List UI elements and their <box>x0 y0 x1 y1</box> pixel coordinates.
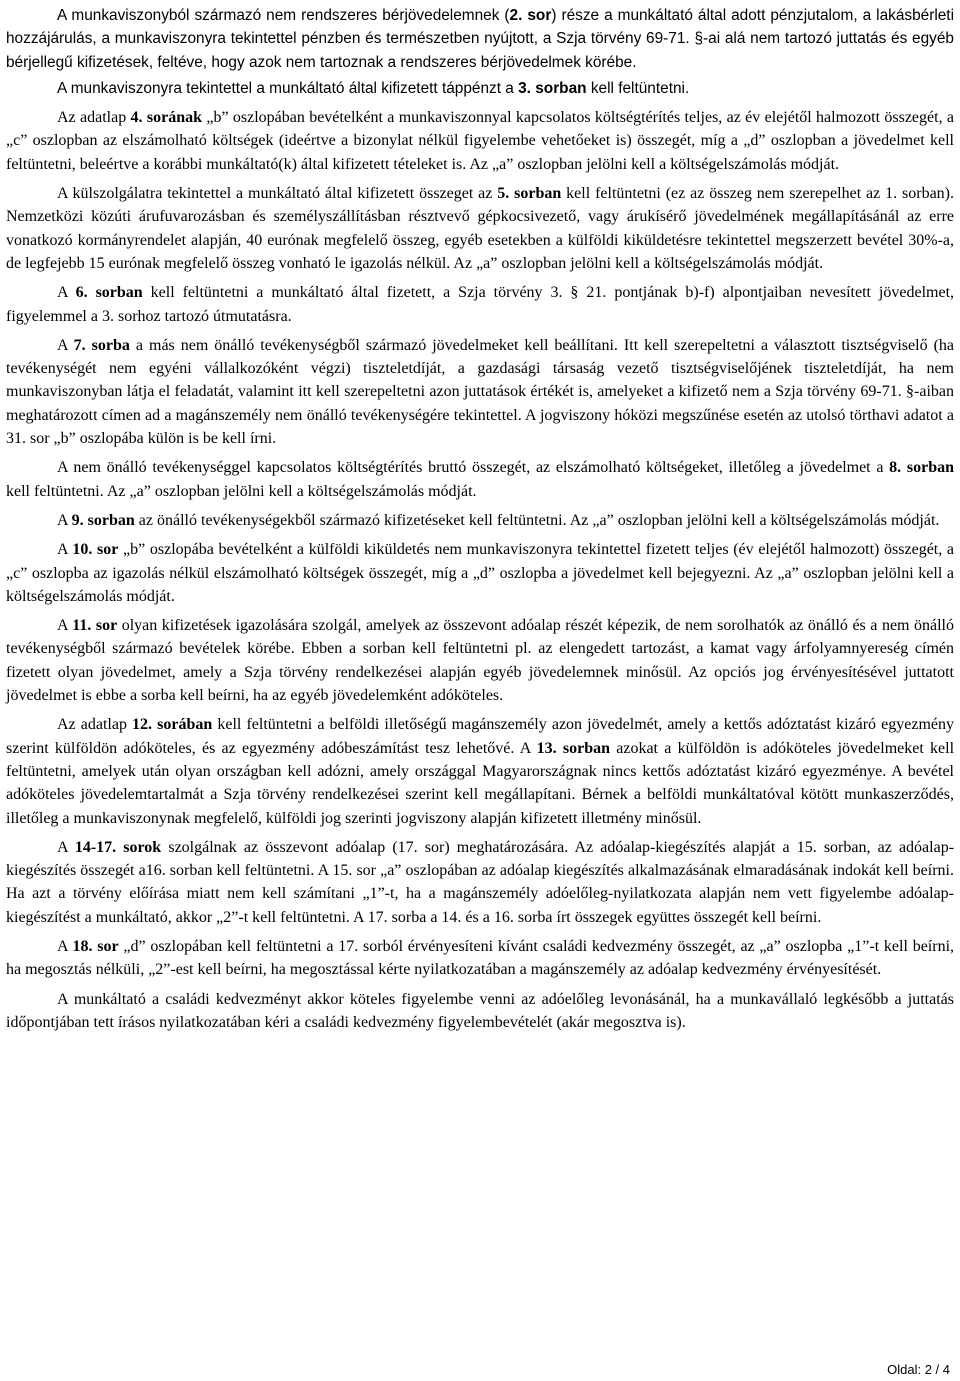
paragraph-text: A <box>57 284 76 302</box>
paragraph-row-2 <box>6 4 954 74</box>
paragraph-row-12-13 <box>6 713 954 829</box>
paragraph-row-4 <box>6 106 954 176</box>
paragraph-row-14-17 <box>6 836 954 929</box>
paragraph-text: A <box>57 336 74 354</box>
row-reference: 8. sorban <box>889 459 955 477</box>
paragraph-text: A nem önálló tevékenységgel kapcsolatos költségtérítés bruttó összegét, az elszámolható költségeket, illetőleg a jövedelmet a <box>57 459 890 477</box>
paragraph-text: kell feltüntetni. <box>586 79 690 97</box>
paragraph-row-18 <box>6 935 954 982</box>
paragraph-text: „b” oszlopában bevételként a munkaviszonnyal kapcsolatos költségtérítés teljes, az év elejétől halmozott összegét, a „c” oszlopban az elszámolható költségek (ideértve a bizonylat nélkül figyelembe vehetőeket is) összegét, míg a „d” oszlopban a jövedelmet kell feltüntetni, beleértve a korábbi munkáltató(k) által kifizetett tételeket is. Az „a” oszlopban jelölni kell a költségelszámolás módját. <box>6 109 955 173</box>
row-reference: 10. sor <box>72 541 119 559</box>
paragraph-row-6 <box>6 281 954 328</box>
paragraph-text: azokat a külföldön is adóköteles jövedelmeket kell feltüntetni, amelyek után olyan országban kell adózni, amely országgal Magyarországnak nincs kettős adóztatást kizáró egyezménye. A bevétel adóköteles jövedelemtartalmát a Szja törvény rendelkezései szerint kell megállapítani. Bérnek a belföldi munkáltatóval kötött munkaszerződés, illetőleg a munkaviszonynak megfelelő, külföldi jog szerinti jogviszony alapján kifizetett illetmény minősül. <box>6 739 955 827</box>
row-reference: 2. sor <box>509 7 552 24</box>
row-reference: 5. sorban <box>497 185 562 203</box>
paragraph-text: kell feltüntetni. Az „a” oszlopban jelölni kell a költségelszámolás módját. <box>6 482 477 500</box>
row-reference: 18. sor <box>72 937 119 955</box>
row-reference: 6. sorban <box>75 284 143 302</box>
page-number: Oldal: 2 / 4 <box>887 1362 950 1377</box>
paragraph-text: „d” oszlopában kell feltüntetni a 17. sorból érvényesíteni kívánt családi kedvezmény összegét, az „a” oszlopba „1”-t kell beírni, ha megosztás nélküli, „2”-est kell beírni, ha megosztással kérte nyilatkozatában a magánszemély az adóalap kedvezmény érvényesítését. <box>6 937 955 979</box>
paragraph-text: olyan kifizetések igazolására szolgál, amelyek az összevont adóalap részét képezik, de nem sorolhatók az önálló és a nem önálló tevékenységből származó bevételek körébe. Ebben a sorban kell feltüntetni pl. az elengedett tartozást, a kamat vagy árfolyamnyereség címén fizetett olyan jövedelmet, amely a Szja törvény rendelkezései alapján egyéb jövedelemnek minősül. Az opciós jog érvényesítésével juttatott jövedelmet is ebbe a sorba kell beírni, ha az egyéb jövedelemként adóköteles. <box>6 617 955 705</box>
paragraph-text: szolgálnak az összevont adóalap (17. sor) meghatározására. Az adóalap-kiegészítés alapját a 15. sorban, az adóalap-kiegészítés összegét a16. sorban kell feltüntetni. A 15. sor „a” oszlopában az adóalap kiegészítés alkalmazásának elmaradásának indokát kell beírni. Ha azt a törvény előírása miatt nem kell számítani „1”-t, ha a magánszemély adóelőleg-nyilatkozata alapján nem vett figyelembe adóalap-kiegészítést a munkáltató, akkor „2”-t kell feltüntetni. A 17. sorba a 14. és a 16. sorba írt összegek együttes összegét kell beírni. <box>6 838 955 926</box>
paragraph-text: A munkaviszonyból származó nem rendszeres bérjövedelemnek ( <box>57 7 510 24</box>
row-reference: 9. sorban <box>71 511 135 529</box>
paragraph-text: Az adatlap <box>57 109 131 127</box>
row-reference: 13. sorban <box>536 739 611 757</box>
row-reference: 14-17. sorok <box>74 838 162 856</box>
paragraph-row-11 <box>6 614 954 707</box>
paragraph-row-3 <box>6 77 954 100</box>
paragraph-family-allowance <box>6 988 954 1035</box>
paragraph-text: az önálló tevékenységekből származó kifizetéseket kell feltüntetni. Az „a” oszlopban jelölni kell a költségelszámolás módját. <box>134 511 940 529</box>
row-reference: 11. sor <box>72 617 118 635</box>
paragraph-text: A <box>57 617 73 635</box>
paragraph-row-7 <box>6 334 954 450</box>
paragraph-text: A munkaviszonyra tekintettel a munkáltató által kifizetett táppénzt a <box>57 79 519 97</box>
paragraph-row-9 <box>6 509 954 532</box>
paragraph-text: kell feltüntetni a belföldi illetőségű magánszemély azon jövedelmét, amely a kettős adóztatást kizáró egyezmény szerint külföldön adóköteles, és az egyezmény adóbeszámítást tesz lehetővé. A <box>6 716 955 757</box>
row-reference: 4. sorának <box>130 109 202 127</box>
paragraph-text: A külszolgálatra tekintettel a munkáltató által kifizetett összeget az <box>57 185 498 203</box>
paragraph-text: A <box>57 937 73 955</box>
paragraph-text: A <box>57 838 75 856</box>
paragraph-text: kell feltüntetni a munkáltató által fizetett, a Szja törvény 3. § 21. pontjának b)-f) alpontjaiban nevesített jövedelmet, figyelemmel a 3. sorhoz tartozó útmutatásra. <box>6 284 955 325</box>
paragraph-text: a más nem önálló tevékenységből származó jövedelmeket kell beállítani. Itt kell szerepeltetni a választott tisztségviselő (ha tevékenységét nem egyéni vállalkozóként végzi) tiszteletdíját, a gazdasági társaság vezető tisztségviselőjének tiszteletdíját, ha nem munkaviszonyban látja el feladatát, valamint itt kell szerepeltetni azon juttatások értékét is, amelyeket a kifizető nem a Szja törvény 69-71. §-aiban meghatározott címen ad a magánszemély nem önálló tevékenységére tekintettel. A jogviszony hóközi megszűnése esetén az utolsó törthavi adatot a 31. sor „b” oszlopába külön is be kell írni. <box>6 336 955 448</box>
paragraph-text: „b” oszlopába bevételként a külföldi kiküldetés nem munkaviszonyra tekintettel fizetett teljes (év elejétől halmozott) összegét, a „c” oszlopba az igazolás nélkül elszámolható költségek összegét, míg a „d” oszlopba a jövedelmet kell bejegyezni. Az „a” oszlopban jelölni kell a költségelszámolás módját. <box>6 541 955 605</box>
paragraph-text: A <box>57 511 72 529</box>
row-reference: 7. sorba <box>73 336 130 354</box>
paragraph-row-5 <box>6 182 954 275</box>
row-reference: 3. sorban <box>518 79 587 97</box>
paragraph-text: A munkáltató a családi kedvezményt akkor köteles figyelembe venni az adóelőleg levonásánál, ha a munkavállaló legkésőbb a juttatás időpontjában tett írásos nyilatkozatában kéri a családi kedvezmény figyelembevételét (akár megosztva is). <box>6 990 954 1031</box>
paragraph-row-8 <box>6 456 954 503</box>
row-reference: 12. sorában <box>132 716 213 734</box>
paragraph-text: ) része a munkáltató által adott pénzjutalom, a lakásbérleti hozzájárulás, a munkaviszonyra tekintettel pénzben és természetben nyújtott, a Szja törvény 69-71. §-ai alá nem tartozó juttatás és egyéb bérjellegű kifizetések, feltéve, hogy azok nem tartoznak a rendszeres bérjövedelmek körébe. <box>6 7 955 71</box>
paragraph-text: Az adatlap <box>57 716 133 734</box>
paragraph-text: A <box>57 541 73 559</box>
paragraph-row-10 <box>6 538 954 608</box>
paragraph-text: kell feltüntetni (ez az összeg nem szerepelhet az 1. sorban). Nemzetközi közúti árufuvarozásban és személyszállításban résztvevő gépkocsivezető, vagy árukísérő jövedelmének megállapításánál az erre vonatkozó kormányrendelet alapján, 40 eurónak megfelelő összeg, egyéb esetekben a külföldi kiküldetésre tekintettel megszerzett bevétel 30%-a, de legfejebb 15 eurónak megfelelő összeg vonható le igazolás nélkül. Az „a” oszlopban jelölni kell a költségelszámolás módját. <box>6 185 955 272</box>
